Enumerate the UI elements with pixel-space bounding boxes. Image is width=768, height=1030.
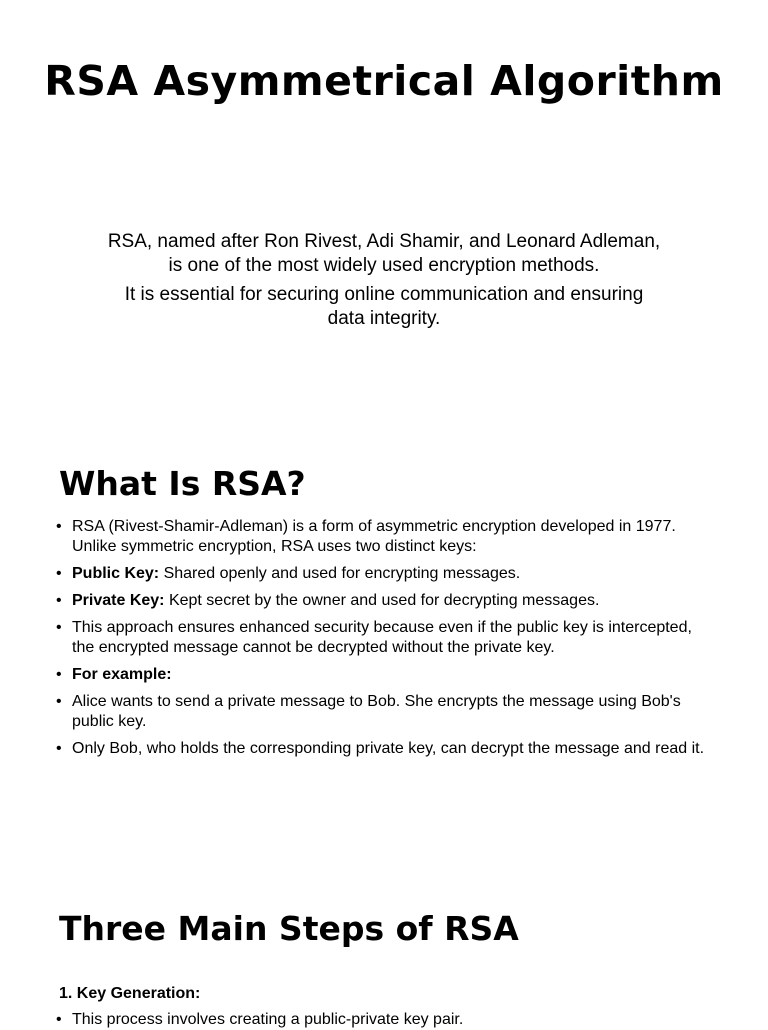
list-item (56, 618, 716, 658)
list-item-text: This approach ensures enhanced security because even if the public key is intercepted, the encrypted message cannot be decrypted without the private key. (72, 619, 692, 656)
list-item (56, 665, 716, 685)
bullet-icon: • (56, 592, 62, 609)
list-item-text: Only Bob, who holds the corresponding private key, can decrypt the message and read it. (72, 740, 705, 757)
bullet-icon: • (56, 619, 62, 636)
intro-paragraph-1: RSA, named after Ron Rivest, Adi Shamir, and Leonard Adleman, is one of the most widely used encryption methods. (107, 231, 661, 276)
list-item (56, 1010, 463, 1030)
list-item-label: For example: (72, 666, 172, 683)
intro-paragraph-2: It is essential for securing online communication and ensuring data integrity. (124, 284, 644, 329)
list-item-label: Public Key: (72, 565, 160, 582)
list-item (56, 591, 716, 611)
bullet-icon: • (56, 565, 62, 582)
intro-section (104, 230, 664, 336)
list-item-text: Kept secret by the owner and used for decrypting messages. (164, 592, 600, 609)
list-item-label: Private Key: (72, 592, 165, 609)
list-item (56, 517, 716, 557)
page-title: RSA Asymmetrical Algorithm (44, 57, 724, 105)
list-item-text: This process involves creating a public-private key pair. (72, 1011, 464, 1028)
list-item-text: Alice wants to send a private message to Bob. She encrypts the message using Bob's public key. (72, 693, 681, 730)
list-item (56, 739, 716, 759)
list-item (56, 692, 716, 732)
what-is-rsa-heading: What Is RSA? (59, 464, 306, 503)
bullet-icon: • (56, 1011, 62, 1028)
three-steps-heading: Three Main Steps of RSA (59, 909, 519, 948)
list-item-text: RSA (Rivest-Shamir-Adleman) is a form of asymmetric encryption developed in 1977. Unlike symmetric encryption, RSA uses two distinct keys: (72, 518, 676, 555)
bullet-icon: • (56, 518, 62, 535)
list-item (56, 564, 716, 584)
what-is-rsa-list (56, 517, 716, 766)
key-generation-heading: 1. Key Generation: (59, 985, 201, 1002)
bullet-icon: • (56, 740, 62, 757)
bullet-icon: • (56, 666, 62, 683)
bullet-icon: • (56, 693, 62, 710)
list-item-text: Shared openly and used for encrypting messages. (159, 565, 521, 582)
